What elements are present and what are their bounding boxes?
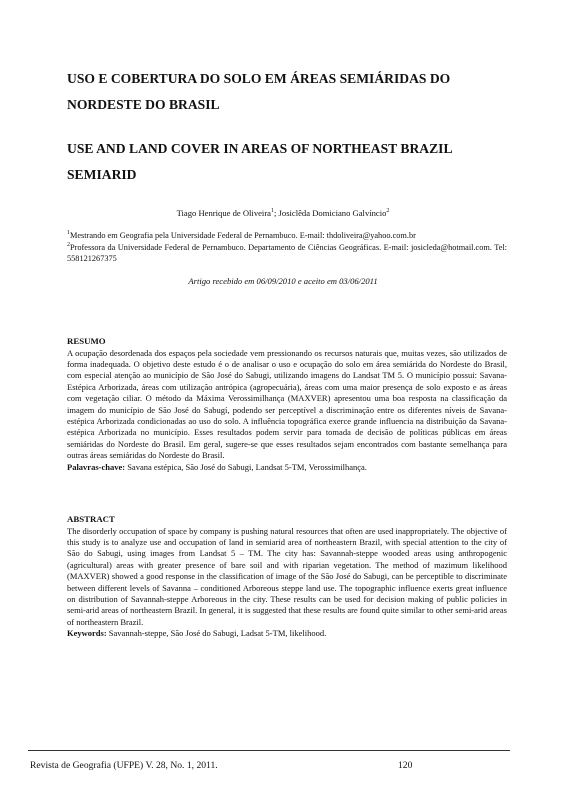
title-portuguese: USO E COBERTURA DO SOLO EM ÁREAS SEMIÁRIDAS DO NORDESTE DO BRASIL [67,71,451,112]
author-1-sup: 1 [271,208,274,215]
author-2: Josiclêda Domiciano Galvíncio [278,208,387,218]
author-1: Tiago Henrique de Oliveira [176,208,271,218]
abstract-section [67,514,507,640]
affiliation-2-sup: 2 [67,242,70,248]
resumo-body: A ocupação desordenada dos espaços pela sociedade vem pressionando os recursos naturais que, muitas vezes, são utilizados de forma inadequada. O objetivo deste estudo é o de analisar o uso e ocupação do solo em área semiárida do Nordeste do Brasil, com especial atenção ao município de São José do Sabugi, utilizando imagens do Landsat TM 5. O município possui: Savana-Estépica Arborizada, áreas com utilização antrópica (agropecuária), áreas com uma maior presença de solo exposto e as áreas com vegetação ciliar. O método da Máxima Verossimilhança (MAXVER) apresentou uma boa resposta na classificação da imagem do município de São José do Sabugí, podendo ser perceptível a discriminação entre os diferentes níveis de Savana-estépica Arborizada condicionadas ao uso do solo. A influência topográfica exerce grande influencia na distribuição da Savana-estépica Arborizada no município. Esses resultados podem servir para tomada de decisão de políticas públicas em áreas semiáridas do Nordeste do Brasil. Em geral, sugere-se que esses resultados sejam encontrados com bastante semelhança para outras áreas semiáridas do Nordeste do Brasil. [67,347,507,461]
received-date: Artigo recebido em 06/09/2010 e aceito em 03/06/2011 [188,276,378,286]
page-number: 120 [398,760,413,771]
resumo-section [67,336,507,473]
resumo-keywords [67,462,507,473]
abstract-keywords [67,628,507,639]
footer-journal: Revista de Geografia (UFPE) V. 28, No. 1, 2011. [30,760,218,771]
resumo-keywords-label: Palavras-chave: [67,461,126,472]
resumo-heading: RESUMO [67,336,106,346]
abstract-body: The disorderly occupation of space by company is pushing natural resources that often are used inappropriately. The objective of this study is to analyze use and occupation of land in semiarid area of northeastern Brazil, with special attention to the city of São do Sabugi, using images from Landsat 5 – TM. The city has: Savannah-steppe wooded areas using anthropogenic (agricultural) areas with greater presence of bare soil and with riparian vegetation. The method of mazimum likelihood (MAXVER) showed a good response in the classification of image of the São José do Sabugi, can be perceptible to discriminate between different levels of Savanna – conditioned Arboreous steppe land use. The topographic influence exerts great influence on distribution of Savannah-steppe Arboreous in the city. These results can be used for decision making of public policies in semi-arid areas of northeastern Brazil. In general, it is suggested that these results are found quite similar to other semi-arid areas of northeastern Brazil. [67,525,507,627]
footer-divider [28,750,510,751]
abstract-keywords-list: Savannah-steppe, São José do Sabugi, Ladsat 5-TM, likelihood. [106,628,327,639]
abstract-heading: ABSTRACT [67,514,115,524]
affiliation-1-text: Mestrando em Geografia pela Universidade Federal de Pernambuco. E-mail: thdoliveira@yahoo.com.br [70,230,416,240]
abstract-keywords-label: Keywords: [67,628,107,639]
author-separator: ; [274,208,279,218]
affiliation-2-text: Professora da Universidade Federal de Pernambuco. Departamento de Ciências Geográficas. E-mail: josicleda@hotmail.com. Tel: 558121267375 [67,242,507,264]
authors-line [0,208,566,218]
affiliation-2 [67,240,507,265]
title-english: USE AND LAND COVER IN AREAS OF NORTHEAST BRAZIL SEMIARID [67,141,452,182]
resumo-keywords-list: Savana estépica, São José do Sabugi, Landsat 5-TM, Verossimilhança. [125,461,367,472]
affiliation-1-sup: 1 [67,230,70,236]
author-2-sup: 2 [386,208,390,215]
